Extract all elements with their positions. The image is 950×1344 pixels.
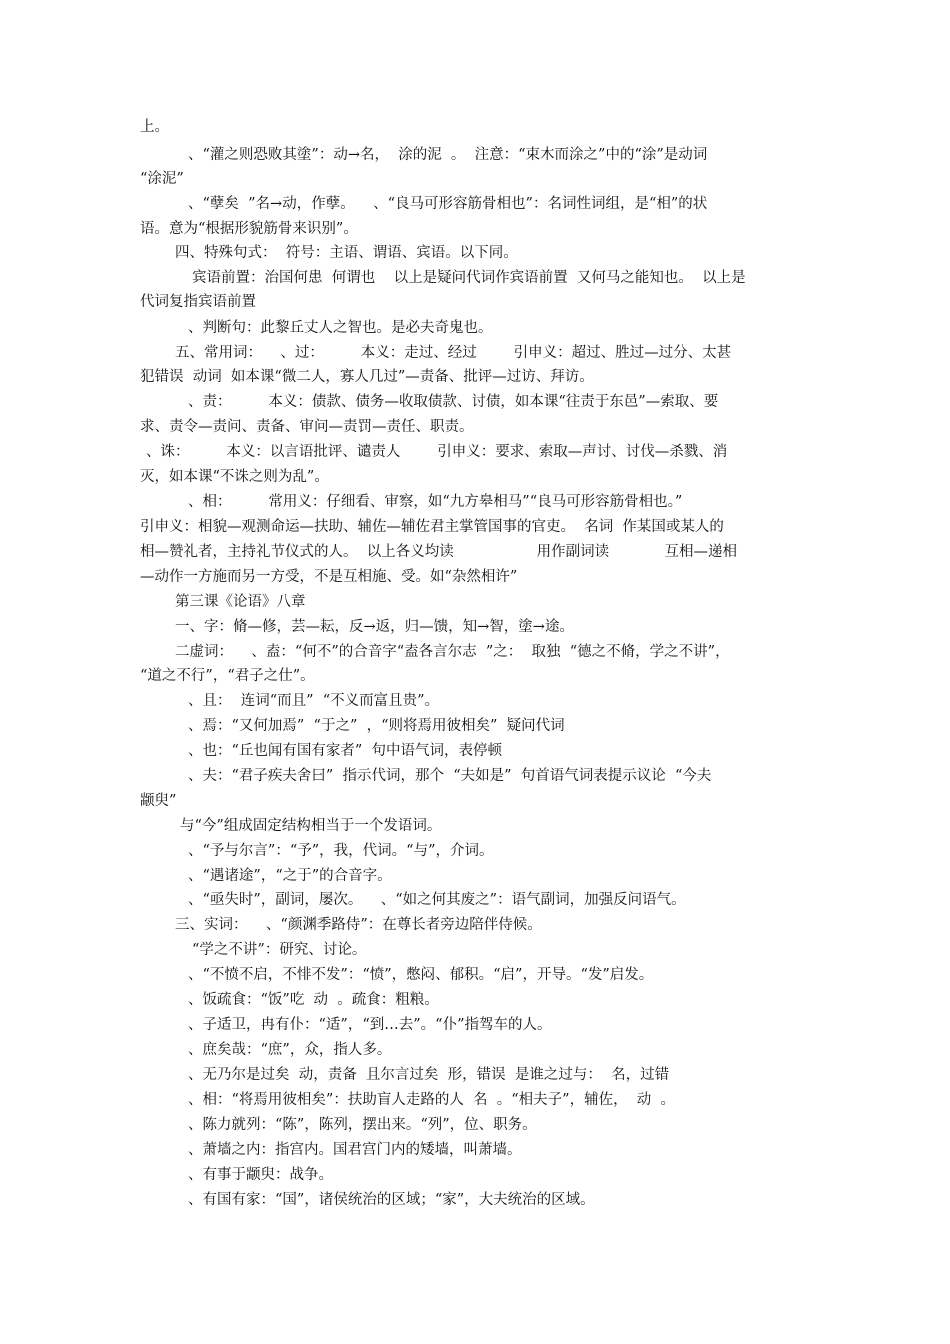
text-line: 、责： 本义：债款、债务—收取债款、讨债，如本课“往责于东邑”—索取、要 (188, 394, 719, 410)
text-line: 、陈力就列：“陈”，陈列，摆出来。“列”，位、职务。 (188, 1117, 537, 1133)
text-line: 犯错误 动词 如本课“微二人，寡人几过”—责备、批评—过访、拜访。 (140, 369, 594, 385)
text-line: —动作一方施而另一方受，不是互相施、受。如“杂然相许” (140, 569, 518, 585)
text-line: 、相：“将焉用彼相矣”：扶助盲人走路的人 名 。“相夫子”，辅佐， 动 。 (188, 1092, 676, 1108)
text-line: 四、特殊句式： 符号：主语、谓语、宾语。以下同。 (175, 245, 518, 261)
text-line: 、有国有家：“国”，诸侯统治的区域；“家”，大夫统治的区域。 (188, 1192, 595, 1208)
text-line: 、“予与尔言”：“予”，我，代词。“与”，介词。 (188, 843, 494, 859)
text-line: 三、实词： 、“颜渊季路侍”：在尊长者旁边陪伴侍候。 (175, 917, 542, 933)
text-line: 、无乃尔是过矣 动，责备 且尔言过矣 形，错误 是谁之过与： 名，过错 (188, 1067, 670, 1083)
text-line: 五、常用词： 、过： 本义：走过、经过 引申义：超过、胜过—过分、太甚 (175, 345, 732, 361)
text-line: 颛臾” (140, 793, 177, 809)
text-line: 相—赞礼者，主持礼节仪式的人。 以上各义均读 用作副词读 互相—递相 (140, 544, 737, 560)
text-line: 、诛： 本义：以言语批评、谴责人 引申义：要求、索取—声讨、讨伐—杀戮、消 (146, 444, 728, 460)
text-line: 与“今”组成固定结构相当于一个发语词。 (180, 818, 442, 834)
text-line: 、“遇诸途”，“之于”的合音字。 (188, 868, 392, 884)
text-line: 、且： 连词“而且” “不义而富且贵”。 (188, 693, 440, 709)
text-line: 、有事于颛臾：战争。 (188, 1167, 333, 1183)
text-line: 宾语前置：治国何患 何谓也 以上是疑问代词作宾语前置 又何马之能知也。 以上是 (192, 270, 746, 286)
text-line: 二虚词： 、盍：“何不”的合音字“盍各言尔志 ”之： 取独 “德之不脩，学之不讲”， (175, 644, 730, 660)
text-line: 一、字：脩—修，芸—耘，反→返，归—馈，知→智，塗→途。 (175, 619, 574, 635)
text-line: 、也：“丘也闻有国有家者” 句中语气词，表停顿 (188, 743, 503, 759)
text-line: 、“不愤不启，不悱不发”：“愤”，憋闷、郁积。“启”，开导。“发”启发。 (188, 967, 654, 983)
text-line: “学之不讲”：研究、讨论。 (192, 942, 367, 958)
text-line: 、饭疏食：“饭”吃 动 。疏食：粗粮。 (188, 992, 439, 1008)
text-line: “道之不行”，“君子之仕”。 (140, 668, 315, 684)
text-line: 求、责令—责问、责备、审问—责罚—责任、职责。 (140, 419, 474, 435)
text-line: 、焉：“又何加焉” “于之” ，“则将焉用彼相矣” 疑问代词 (188, 718, 565, 734)
text-line: 灭，如本课“不诛之则为乱”。 (140, 469, 329, 485)
text-line: “涂泥” (140, 171, 184, 187)
text-line: 代词复指宾语前置 (140, 294, 256, 310)
text-line: 、“孽矣 ”名→动，作孽。 、“良马可形容筋骨相也”：名词性词组，是“相”的状 (188, 196, 708, 212)
text-line: 、相： 常用义：仔细看、审察，如“九方皋相马”“良马可形容筋骨相也。” (188, 494, 683, 510)
text-line: 、子适卫，冉有仆：“适”，“到…去”。“仆”指驾车的人。 (188, 1017, 552, 1033)
text-line: 、萧墙之内：指宫内。国君宫门内的矮墙，叫萧墙。 (188, 1142, 522, 1158)
text-line: 上。 (140, 119, 169, 135)
text-line: 引申义：相貌—观测命运—扶助、辅佐—辅佐君主掌管国事的官吏。 名词 作某国或某人的 (140, 519, 724, 535)
text-line: 语。意为“根据形貌筋骨来识别”。 (140, 221, 358, 237)
text-line: 、“灌之则恐败其塗”：动→名， 涂的泥 。 注意：“束木而涂之”中的“涂”是动词 (188, 147, 708, 163)
text-line: 、庶矣哉：“庶”，众，指人多。 (188, 1042, 392, 1058)
text-line: 、“亟失时”，副词，屡次。 、“如之何其废之”：语气副词，加强反问语气。 (188, 892, 686, 908)
text-line: 、判断句：此黎丘丈人之智也。是必夫奇鬼也。 (188, 320, 493, 336)
section-heading: 第三课《论语》八章 (175, 594, 306, 610)
text-line: 、夫：“君子疾夫舍曰” 指示代词，那个 “夫如是” 句首语气词表提示议论 “今夫 (188, 768, 712, 784)
